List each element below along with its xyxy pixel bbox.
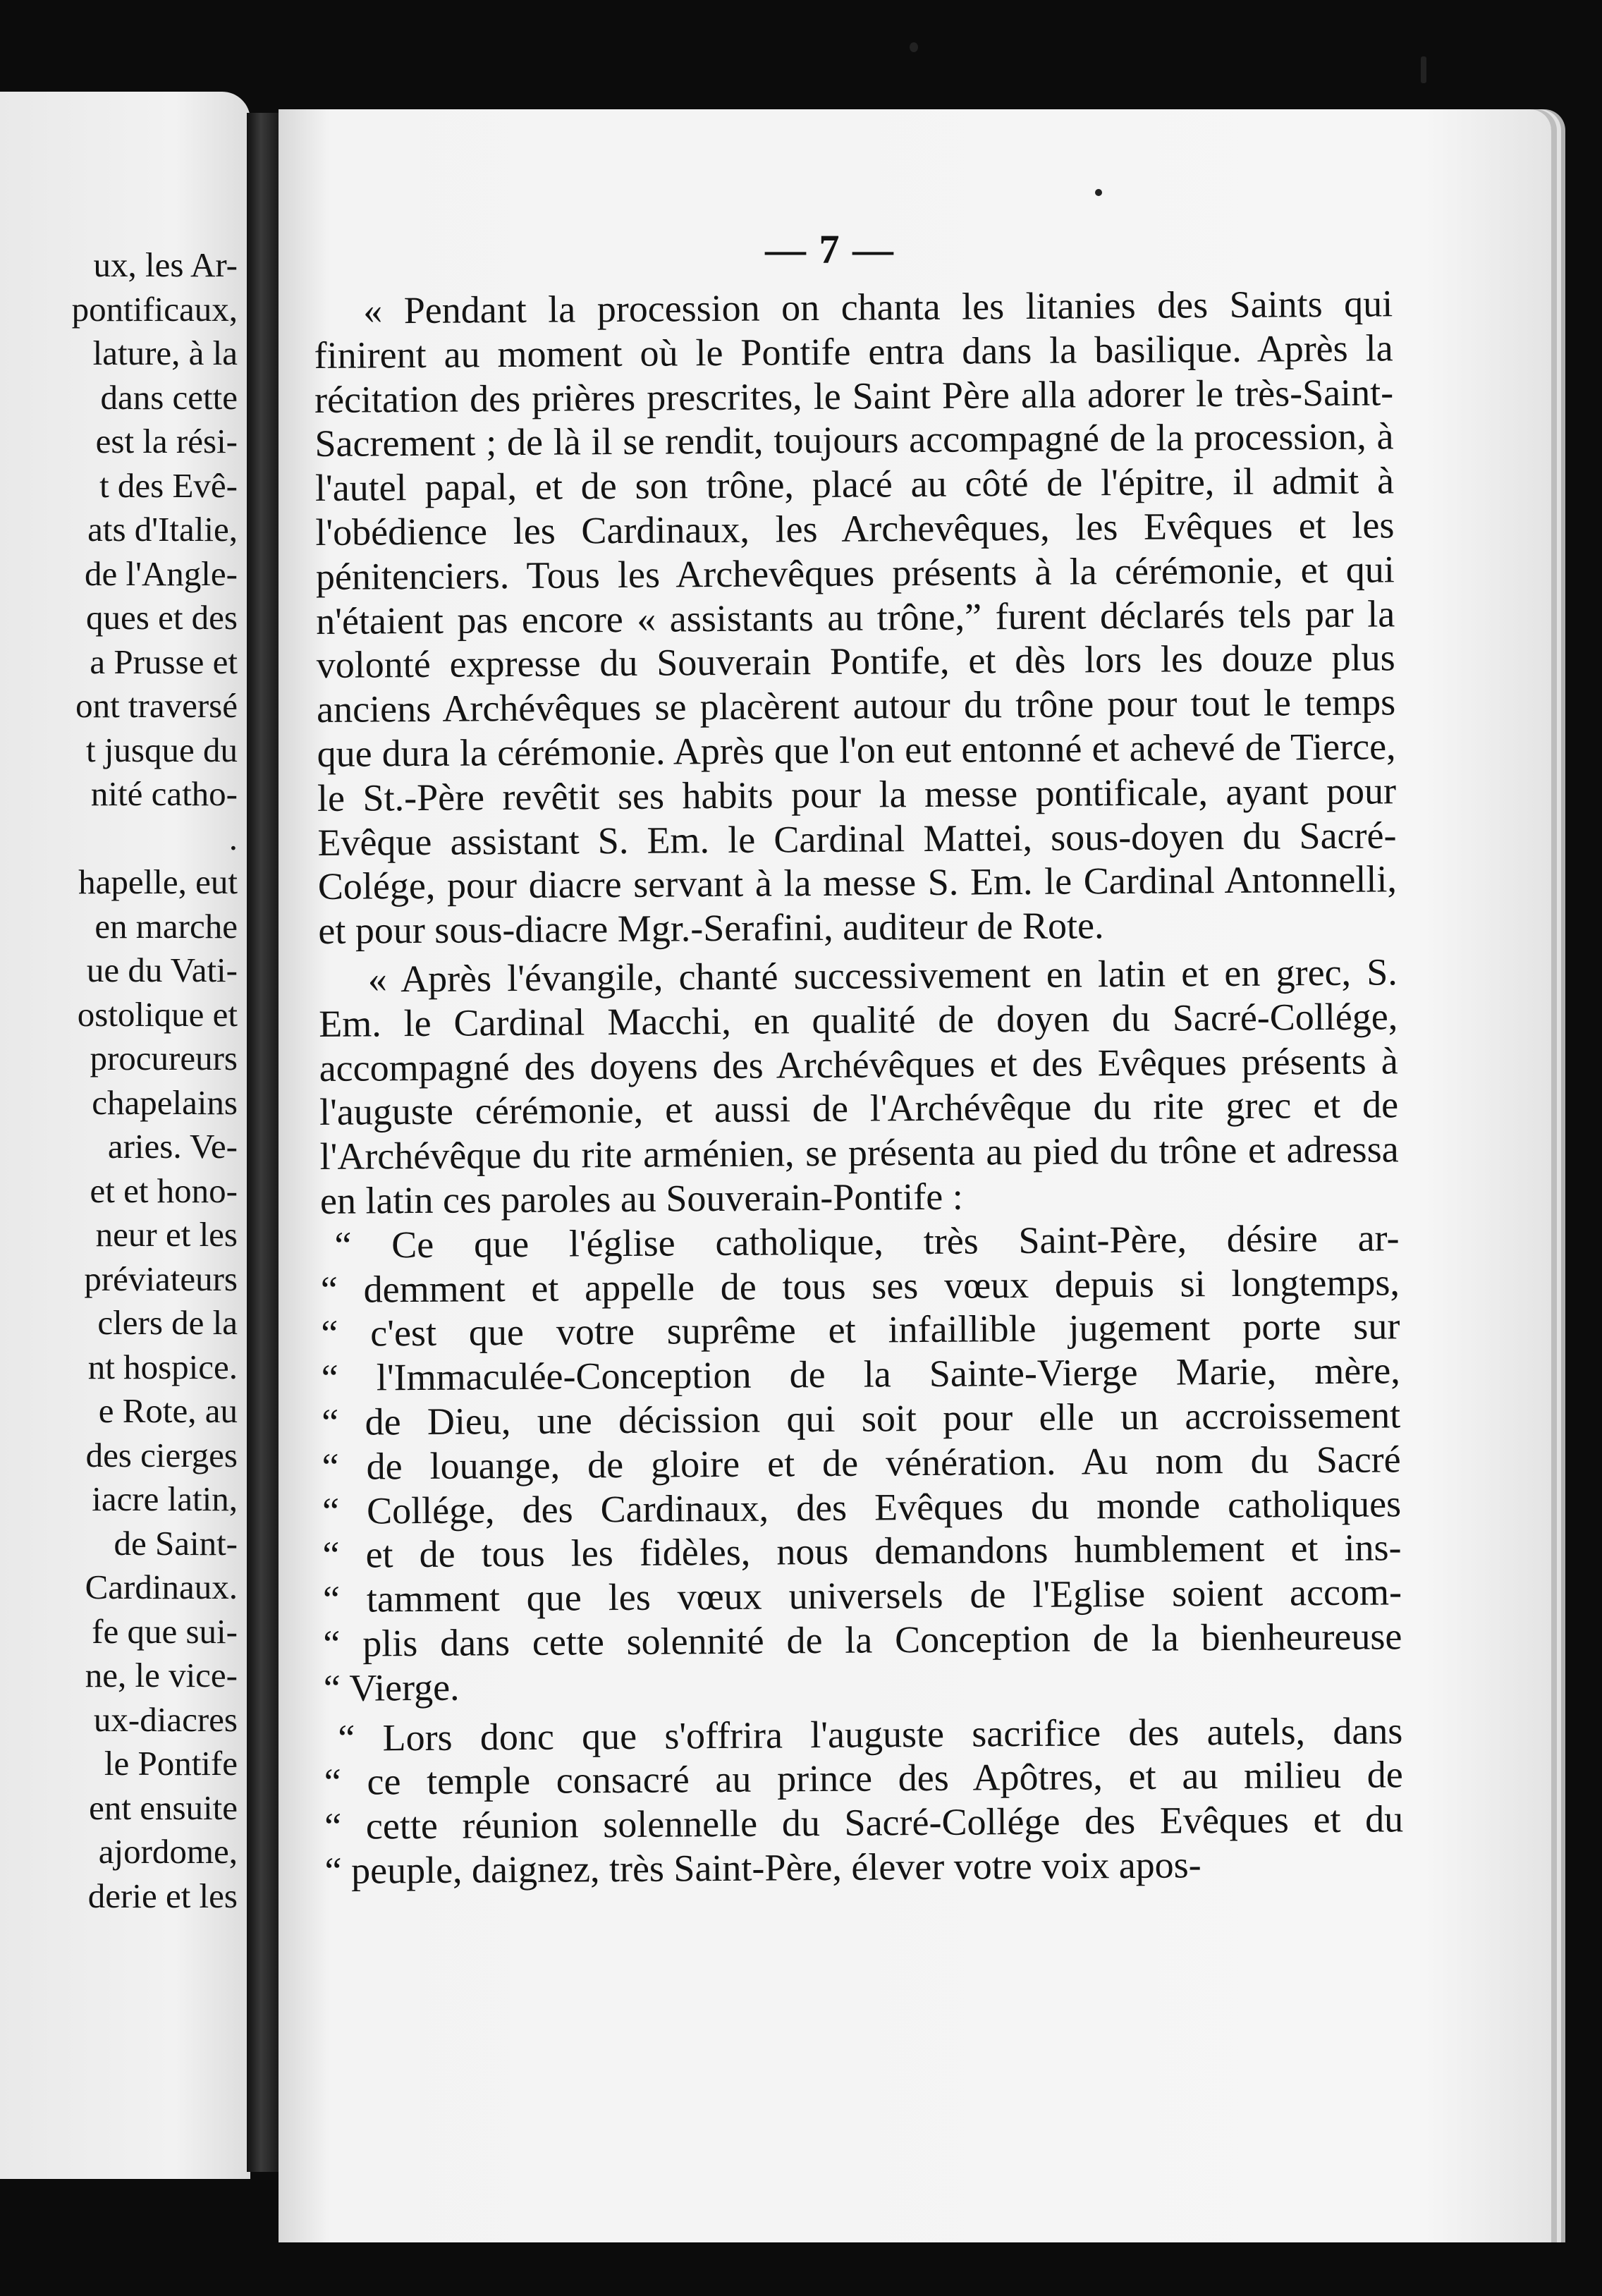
left-page-line: ent ensuite xyxy=(89,1788,238,1827)
dust-speck xyxy=(1095,189,1102,196)
quote-line: “ l'Immaculée-Conception de la Sainte-Vierge Marie, mère, xyxy=(321,1349,1400,1400)
left-page-line: le Pontife xyxy=(104,1744,238,1783)
paragraph-procession: « Pendant la procession on chanta les litanies des Saints qui finirent au moment où le Pontife entra dans la basilique. Après la récitation des prières prescrites, le Saint Père alla adorer le très-Saint-Sacrement ; de là il se rendit, toujours accompagné de la procession, à l'autel papal, et de son trône, placé au côté de l'épitre, il admit à l'obédience les Cardinaux, les Archevêques, les Evêques et les pénitenciers. Tous les Archevêques présents à la cérémonie, et qui n'étaient pas encore « assistants au trône,” furent déclarés tels par la volonté expresse du Souverain Pontife, et dès lors les douze plus anciens Archévêques se placèrent autour du trône pour tout le temps que dura la cérémonie. Après que l'on eut entonné et achevé de Tierce, le St.-Père revêtit ses habits pour la messe pontificale, ayant pour Evêque assistant S. Em. le Cardinal Mattei, sous-doyen du Sacré-Colége, pour diacre servant à la messe S. Em. le Cardinal Antonnelli, et pour sous-diacre Mgr.-Serafini, auditeur de Rote. xyxy=(314,282,1398,953)
left-page-line: iacre latin, xyxy=(92,1479,238,1518)
quote-request xyxy=(324,1709,1404,1893)
left-page-line: chapelains xyxy=(92,1082,238,1122)
left-page-line: de l'Angle- xyxy=(84,554,238,593)
left-page-line: ats d'Italie, xyxy=(87,510,238,549)
left-page-line: ux, les Ar- xyxy=(93,245,238,284)
left-page-line: . xyxy=(228,818,238,857)
left-page-line: ostolique et xyxy=(77,994,238,1034)
left-page-line: lature, à la xyxy=(92,334,238,372)
left-page-line: t des Evê- xyxy=(99,465,238,505)
left-page-line: dans cette xyxy=(100,377,238,417)
left-page-line: ques et des xyxy=(86,598,238,637)
left-page-line: préviateurs xyxy=(84,1259,238,1298)
quote-line: “ Vierge. xyxy=(323,1666,460,1709)
left-page-line: nité catho- xyxy=(90,774,238,813)
left-page-line: ont traversé xyxy=(75,686,238,725)
quote-line: “ cette réunion solennelle du Sacré-Collége des Evêques et du xyxy=(324,1797,1404,1848)
page-body xyxy=(314,281,1404,1893)
left-page-line: procureurs xyxy=(90,1039,238,1077)
left-page-line: et et hono- xyxy=(90,1171,238,1210)
left-page-line: de Saint- xyxy=(114,1523,238,1563)
paragraph-evangile: « Après l'évangile, chanté successivement en latin et en grec, S. Em. le Cardinal Macchi, en qualité de doyen du Sacré-Collége, accompagné des doyens des Archévêques et des Evêques présents à l'auguste cérémonie, et aussi de l'Archévêque du rite grec et de l'Archévêque du rite arménien, se présenta au pied du trône et adressa en latin ces paroles au Souverain-Pontife : xyxy=(319,951,1399,1222)
left-page-line: ajordome, xyxy=(98,1832,238,1871)
quote-line: “ demment et appelle de tous ses vœux depuis si longtemps, xyxy=(320,1260,1400,1311)
left-page-line: e Rote, au xyxy=(98,1391,238,1430)
dust-speck xyxy=(910,42,918,52)
left-page-line: a Prusse et xyxy=(90,642,238,681)
left-page-line: hapelle, eut xyxy=(78,862,238,901)
quote-line: “ Ce que l'église catholique, très Saint-Père, désire ar- xyxy=(334,1216,1400,1266)
left-page-line: ne, le vice- xyxy=(85,1656,238,1694)
quote-line: “ et de tous les fidèles, nous demandons humblement et ins- xyxy=(322,1526,1402,1577)
quote-line: “ ce temple consacré au prince des Apôtres, et au milieu de xyxy=(324,1753,1403,1804)
quote-line: “ de Dieu, une décission qui soit pour elle un accroissement xyxy=(322,1393,1401,1443)
left-page-line: Cardinaux. xyxy=(85,1568,238,1606)
left-page-text xyxy=(72,243,238,1918)
quote-line: “ Collége, des Cardinaux, des Evêques du monde catholiques xyxy=(322,1482,1402,1532)
left-page-line: t jusque du xyxy=(85,730,238,769)
quote-address xyxy=(320,1216,1402,1710)
quote-line: “ Lors donc que s'offrira l'auguste sacrifice des autels, dans xyxy=(338,1709,1403,1759)
book-spine xyxy=(247,113,282,2172)
left-page-line: ux-diacres xyxy=(93,1699,238,1739)
left-page-line: neur et les xyxy=(95,1215,238,1254)
left-page-line: des cierges xyxy=(85,1435,238,1474)
left-page-line: pontificaux, xyxy=(71,289,238,329)
left-page-line: aries. Ve- xyxy=(107,1127,238,1166)
quote-line: “ plis dans cette solennité de la Conception de la bienheureuse xyxy=(323,1615,1402,1665)
left-page-line: est la rési- xyxy=(95,422,238,460)
dust-speck xyxy=(1421,56,1426,83)
left-page-line: en marche xyxy=(94,906,238,946)
quote-line: “ de louange, de gloire et de vénération. Au nom du Sacré xyxy=(322,1437,1401,1488)
quote-line: “ tamment que les vœux universels de l'Eglise soient accom- xyxy=(322,1570,1402,1621)
quote-line: “ peuple, daignez, très Saint-Père, élever votre voix apos- xyxy=(324,1843,1202,1892)
left-page-line: nt hospice. xyxy=(87,1347,238,1386)
left-page-line: fe que sui- xyxy=(92,1611,238,1651)
page-number: — 7 — xyxy=(765,226,895,272)
quote-line: “ c'est que votre suprême et infaillible jugement porte sur xyxy=(321,1305,1400,1355)
left-page-line: clers de la xyxy=(97,1303,238,1342)
left-page-line: derie et les xyxy=(87,1876,238,1915)
left-facing-page xyxy=(0,92,250,2179)
left-page-line: ue du Vati- xyxy=(86,951,238,989)
